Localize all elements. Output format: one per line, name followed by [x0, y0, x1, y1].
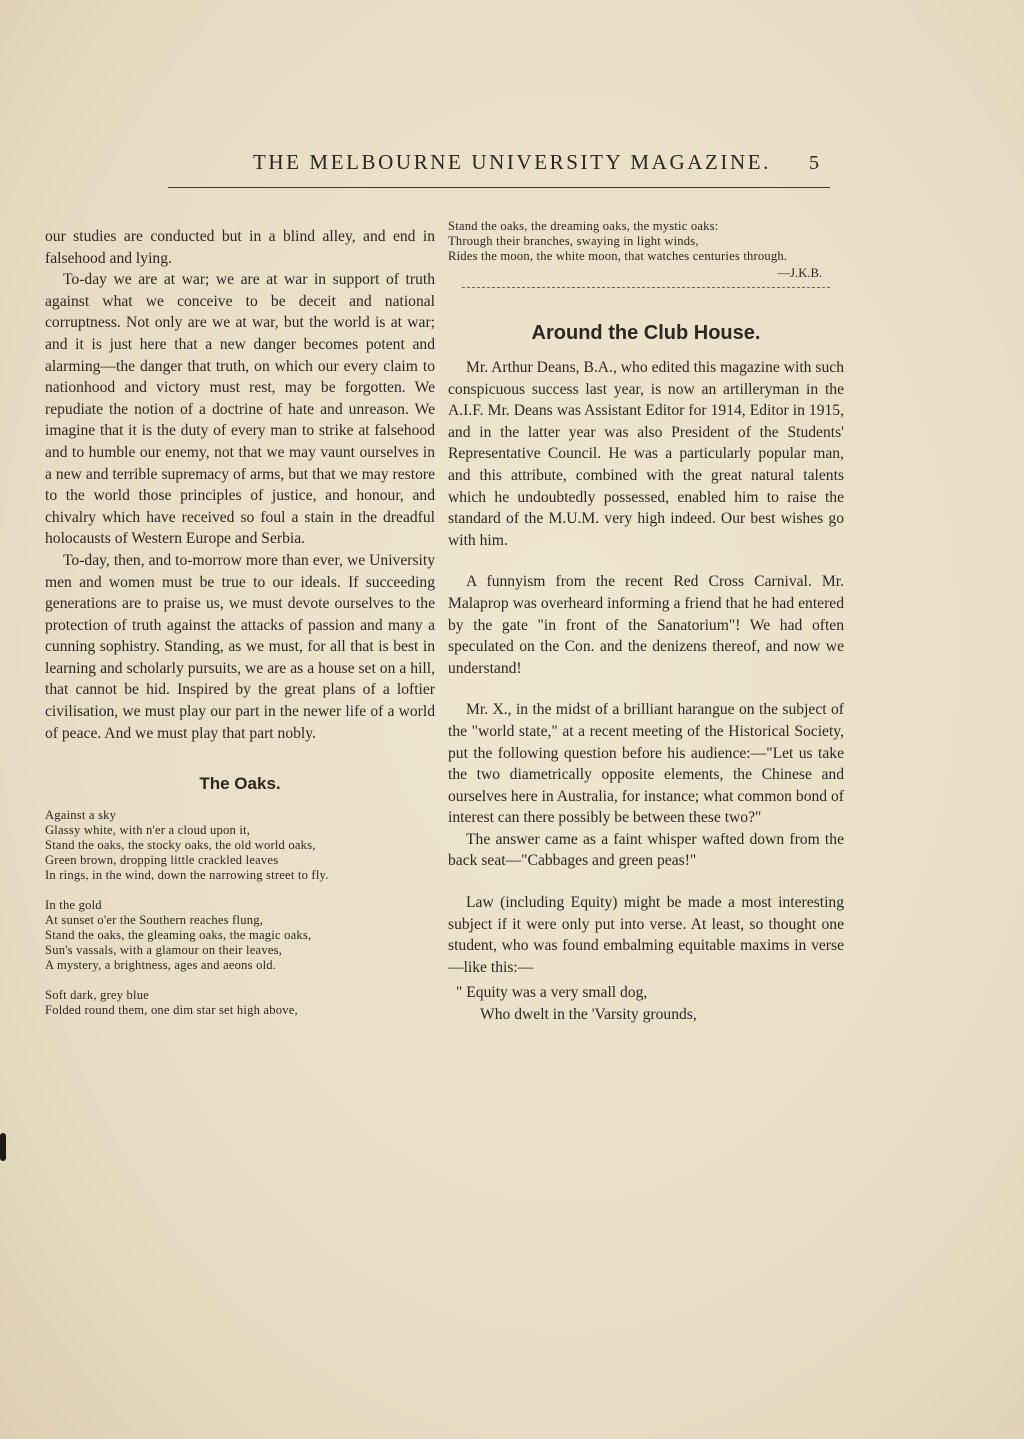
- note-deans: Mr. Arthur Deans, B.A., who edited this magazine with such conspicuous success last year, is now an artilleryman in the A.I.F. Mr. Deans was Assistant Editor for 1914, Editor in 1915, and in the latter year was also President of the Students' Representative Council. He was a particularly popular man, and this attribute, combined with the great natural talents which he undoubtedly possessed, enabled him to raise the standard of the M.U.M. very high indeed. Our best wishes go with him.: [448, 359, 844, 549]
- poem-line: Glassy white, with n'er a cloud upon it,: [45, 823, 251, 838]
- poem-line: Folded round them, one dim star set high above,: [45, 1003, 298, 1018]
- poem-line: In the gold: [45, 898, 102, 913]
- section-title: Around the Club House.: [531, 322, 761, 344]
- closing-verse: [448, 982, 844, 1025]
- closing-verse-line: " Equity was a very small dog,: [456, 984, 648, 1002]
- essay-paragraph-3: To-day, then, and to-morrow more than ever, we University men and women must be true to our ideals. If succeeding generations are to praise us, we must devote ourselves to the protection of truth against the attacks of passion and many a cunning sophistry. Standing, as we must, for all that is best in learning and scholarly pursuits, we are as a house set on a hill, that cannot be hid. Inspired by the great plans of a loftier civilisation, we must play our part in the newer life of a world of peace. And we must play that part nobly.: [45, 551, 435, 742]
- poem-the-oaks: [45, 808, 435, 1018]
- poem-line: Sun's vassals, with a glamour on their leaves,: [45, 943, 283, 958]
- poem-line: Rides the moon, the white moon, that watches centuries through.: [448, 249, 788, 263]
- club-house-notes: [448, 357, 844, 1026]
- poem-stanza-2: [45, 898, 435, 973]
- poem-title: The Oaks.: [199, 774, 281, 794]
- closing-verse-line: Who dwelt in the 'Varsity grounds,: [480, 1006, 697, 1024]
- note-answer: The answer came as a faint whisper wafted down from the back seat—"Cabbages and green peas!": [448, 830, 844, 870]
- poem-line: Stand the oaks, the gleaming oaks, the magic oaks,: [45, 928, 312, 943]
- section-divider: [462, 287, 830, 288]
- poem-line: Through their branches, swaying in light winds,: [448, 234, 699, 248]
- note-law: Law (including Equity) might be made a most interesting subject if it were only put into verse. At least, so thought one student, who was found embalming equitable maxims in verse—like this:—: [448, 894, 844, 976]
- poem-continued: [448, 219, 844, 264]
- poem-stanza-3: [45, 988, 435, 1018]
- poem-line: A mystery, a brightness, ages and aeons old.: [45, 958, 277, 973]
- poem-line: Green brown, dropping little crackled leaves: [45, 853, 279, 868]
- essay-paragraph-1: our studies are conducted but in a blind alley, and end in falsehood and lying.: [45, 228, 435, 267]
- essay-text: [45, 226, 435, 744]
- left-column: [45, 226, 435, 1033]
- poem-line: At sunset o'er the Southern reaches flung,: [45, 913, 264, 928]
- poem-signature: —J.K.B.: [777, 266, 822, 280]
- poem-line: Stand the oaks, the stocky oaks, the old world oaks,: [45, 838, 316, 853]
- note-funnyism: A funnyism from the recent Red Cross Carnival. Mr. Malaprop was overheard informing a friend that he had entered by the gate "in front of the Sanatorium"! We had often speculated on the Con. and the denizens thereof, and now we understand!: [448, 573, 844, 677]
- page-number: 5: [809, 152, 819, 174]
- binding-mark: [0, 1133, 6, 1161]
- poem-stanza-1: [45, 808, 435, 883]
- running-head: THE MELBOURNE UNIVERSITY MAGAZINE.: [252, 150, 772, 174]
- note-mr-x: Mr. X., in the midst of a brilliant harangue on the subject of the "world state," at a recent meeting of the Historical Society, put the following question before his audience:—"Let us take the two diametrically opposite elements, the Chinese and ourselves here in Australia, for instance; what common bond of interest can there possibly be between these two?": [448, 701, 844, 827]
- header-rule: [168, 187, 830, 188]
- poem-line: Stand the oaks, the dreaming oaks, the mystic oaks:: [448, 219, 719, 233]
- right-column: [448, 219, 844, 1026]
- poem-line: Against a sky: [45, 808, 117, 823]
- poem-line: Soft dark, grey blue: [45, 988, 150, 1003]
- poem-line: In rings, in the wind, down the narrowing street to fly.: [45, 868, 329, 883]
- essay-paragraph-2: To-day we are at war; we are at war in support of truth against what we conceive to be deceit and national corruptness. Not only are we at war, but the world is at war; and it is just here that a new danger becomes potent and alarming—the danger that truth, on which our every claim to nationhood and victory must rest, may be forgotten. We repudiate the notion of a doctrine of hate and unreason. We imagine that it is the duty of every man to strike at falsehood and to humble our enemy, not that we may vaunt ourselves in a new and terrible supremacy of arms, but that we may restore to the world those principles of justice, and honour, and chivalry which have received so foul a stain in the dreadful holocausts of Western Europe and Serbia.: [45, 271, 435, 548]
